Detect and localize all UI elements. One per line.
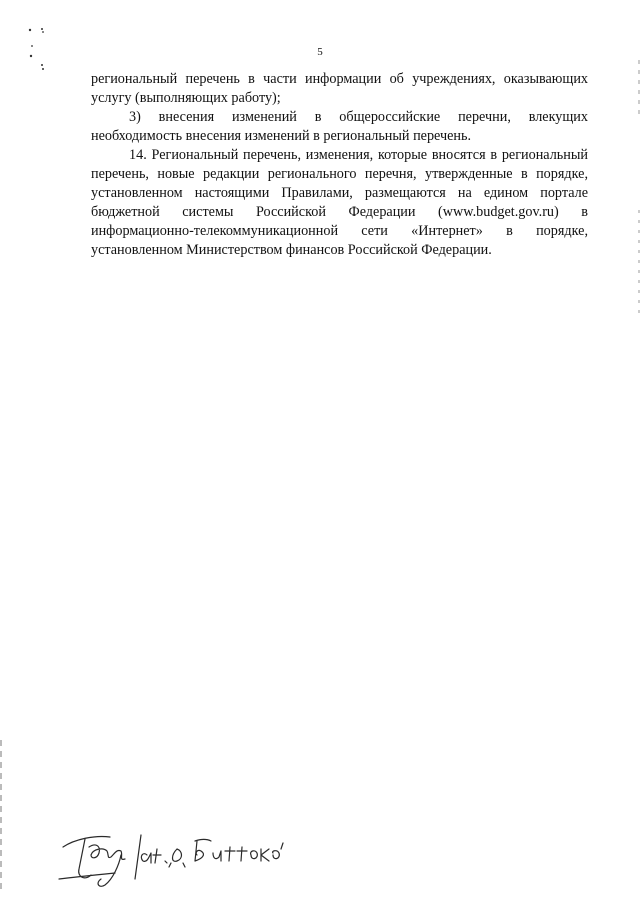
page-number: 5 [317, 46, 323, 58]
scan-edge-line [0, 740, 4, 890]
paragraph-section-14: 14. Региональный перечень, изменения, которые вносятся в региональный перечень, новые редакции регионального перечня, утвержденные в порядке, установленном настоящими Правилами, размещаются на едином портале бюджетной системы Российской Федерации (www.budget.gov.ru) в информационно-телекоммуникационной сети «Интернет» в порядке, установленном Министерством финансов Российской Федерации. [91, 147, 588, 258]
paragraph-item-3: 3) внесения изменений в общероссийские перечни, влекущих необходимость внесения изменений в региональный перечень. [91, 109, 588, 144]
document-body [91, 70, 588, 260]
paragraph-continuation: региональный перечень в части информации об учреждениях, оказывающих услугу (выполняющих работу); [91, 71, 588, 106]
handwritten-signature [55, 825, 285, 895]
scan-artifact-marks [26, 18, 56, 78]
